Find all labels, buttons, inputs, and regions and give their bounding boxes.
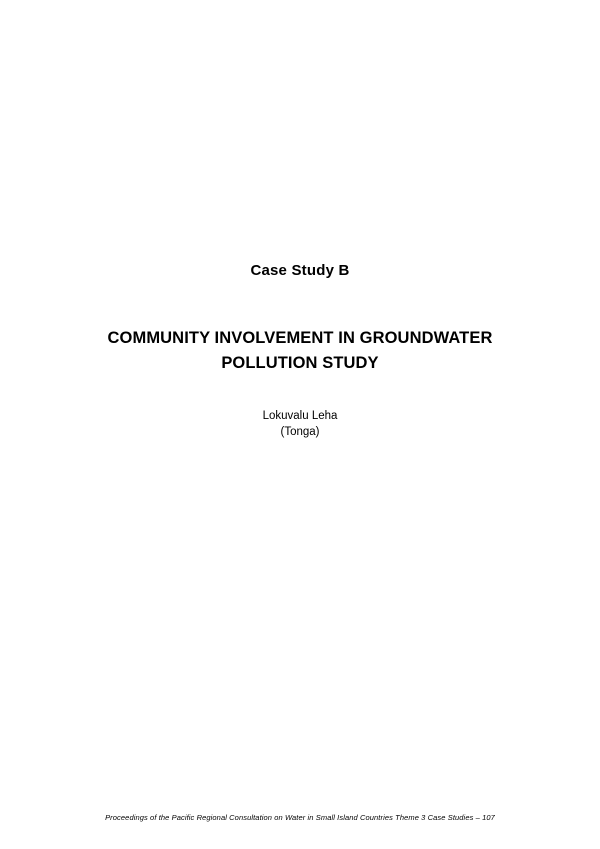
page-footer: Proceedings of the Pacific Regional Consultation on Water in Small Island Countries Theme 3 Case Studies – 107 <box>105 813 495 822</box>
case-study-label: Case Study B <box>250 262 350 279</box>
author-country: (Tonga) <box>280 426 320 438</box>
author-name: Lokuvalu Leha <box>262 410 338 422</box>
page-title: COMMUNITY INVOLVEMENT IN GROUNDWATER POLLUTION STUDY <box>107 329 493 372</box>
author-block <box>0 408 600 440</box>
